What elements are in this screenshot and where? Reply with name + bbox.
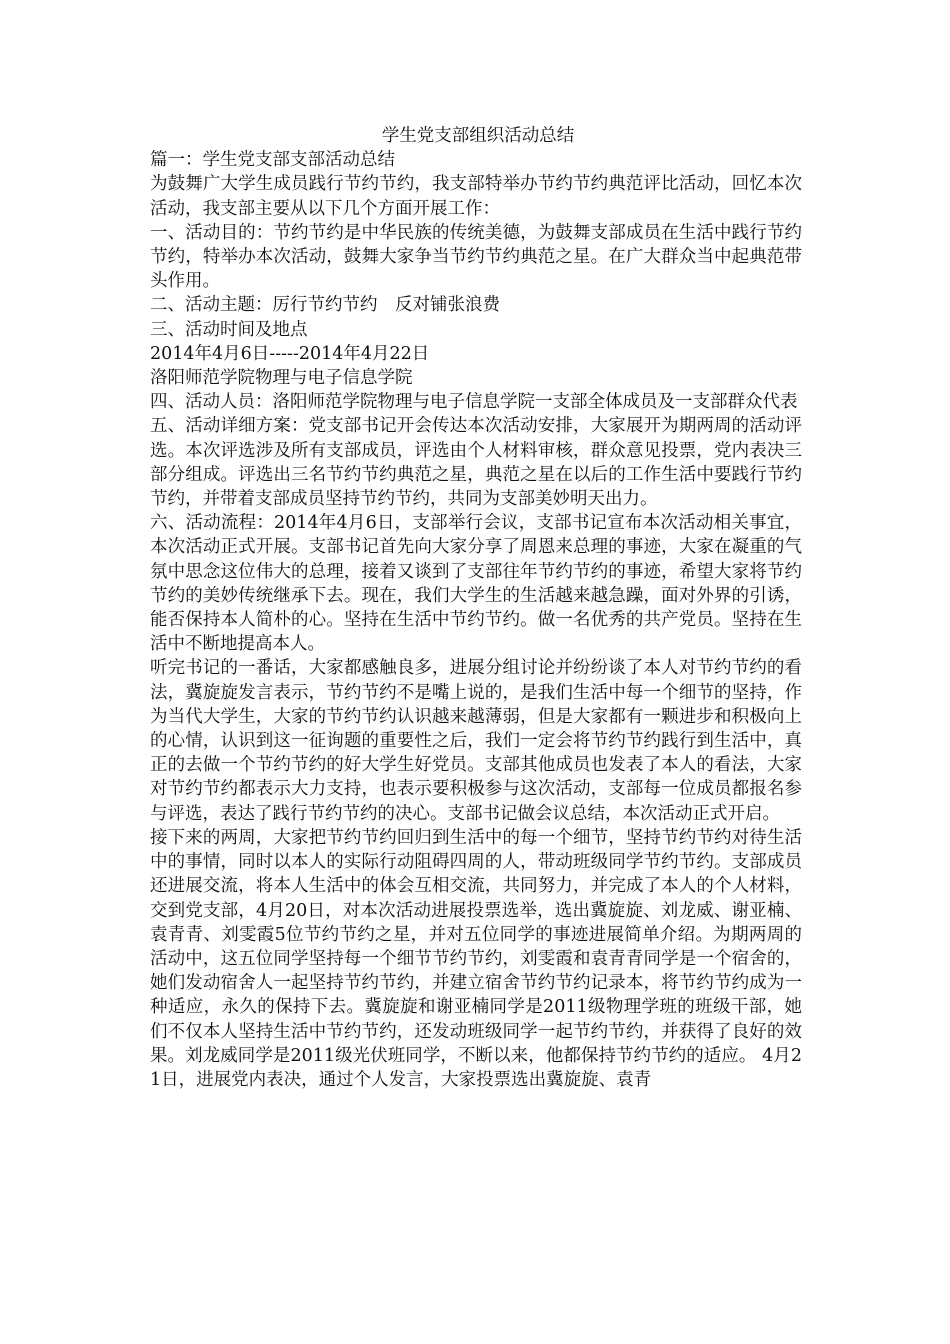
document-title: 学生党支部组织活动总结 <box>381 126 575 146</box>
paragraph-participants: 四、活动人员：洛阳师范学院物理与电子信息学院一支部全体成员及一支部群众代表 <box>150 392 798 413</box>
paragraph-discussion: 听完书记的一番话，大家都感触良多，进展分组讨论并纷纷谈了本人对节约节约的看法，冀旋旋发言表示，节约节约不是嘴上说的，是我们生活中每一个细节的坚持，作为当代大学生，大家的节约节约认识越来越薄弱，但是大家都有一颗进步和积极向上的心情，认识到这一征询题的重要性之后，我们一定会将节约节约践行到生活中，真正的去做一个节约节约的好大学生好党员。支部其他成员也发表了本人的看法，大家对节约节约都表示大力支持，也表示要积极参与这次活动，支部每一位成员都报名参与评选，表达了践行节约节约的决心。支部书记做会议总结，本次活动正式开启。 <box>150 658 802 824</box>
paragraph-purpose: 一、活动目的：节约节约是中华民族的传统美德，为鼓舞支部成员在生活中践行节约节约，特举办本次活动，鼓舞大家争当节约节约典范之星。在广大群众当中起典范带头作用。 <box>150 222 802 292</box>
paragraph-process: 六、活动流程：2014年4月6日，支部举行会议，支部书记宣布本次活动相关事宜，本次活动正式开展。支部书记首先向大家分享了周恩来总理的事迹，大家在凝重的气氛中思念这位伟大的总理，接着又谈到了支部往年节约节约的事迹，希望大家将节约节约的美妙传统继承下去。现在，我们大学生的生活越来越急躁，面对外界的引诱，能否保持本人简朴的心。坚持在生活中节约节约。做一名优秀的共产党员。坚持在生活中不断地提高本人。 <box>150 513 802 655</box>
paragraph-location: 洛阳师范学院物理与电子信息学院 <box>150 368 413 389</box>
paragraph-plan: 五、活动详细方案：党支部书记开会传达本次活动安排，大家展开为期两周的活动评选。本次评选涉及所有支部成员，评选由个人材料审核，群众意见投票，党内表决三部分组成。评选出三名节约节约典范之星，典范之星在以后的工作生活中要践行节约节约，并带着支部成员坚持节约节约，共同为支部美妙明天出力。 <box>150 416 802 510</box>
paragraph-theme: 二、活动主题：厉行节约节约 反对铺张浪费 <box>150 295 500 316</box>
paragraph-followup: 接下来的两周，大家把节约节约回归到生活中的每一个细节，坚持节约节约对待生活中的事情，同时以本人的实际行动阻碍四周的人，带动班级同学节约节约。支部成员还进展交流，将本人生活中的体会互相交流，共同努力，并完成了本人的个人材料，交到党支部，4月20日，对本次活动进展投票选举，选出冀旋旋、刘龙威、谢亚楠、袁青青、刘雯霞5位节约节约之星，并对五位同学的事迹进展简单介绍。为期两周的活动中，这五位同学坚持每一个细节节约节约，刘雯霞和袁青青同学是一个宿舍的，她们发动宿舍人一起坚持节约节约，并建立宿舍节约节约记录本，将节约节约成为一种适应，永久的保持下去。冀旋旋和谢亚楠同学是2011级物理学班的班级干部，她们不仅本人坚持生活中节约节约，还发动班级同学一起节约节约，并获得了良好的效果。刘龙威同学是2011级光伏班同学，不断以来，他都保持节约节约的适应。 4月21日，进展党内表决，通过个人发言，大家投票选出冀旋旋、袁青 <box>150 827 802 1090</box>
paragraph-dates: 2014年4月6日-----2014年4月22日 <box>150 343 430 364</box>
document-body <box>150 124 802 1092</box>
paragraph-time-place-heading: 三、活动时间及地点 <box>150 319 308 340</box>
paragraph-intro: 为鼓舞广大学生成员践行节约节约，我支部特举办节约节约典范评比活动，回忆本次活动，我支部主要从以下几个方面开展工作： <box>150 174 802 219</box>
paragraph-heading: 篇一：学生党支部支部活动总结 <box>150 150 395 171</box>
